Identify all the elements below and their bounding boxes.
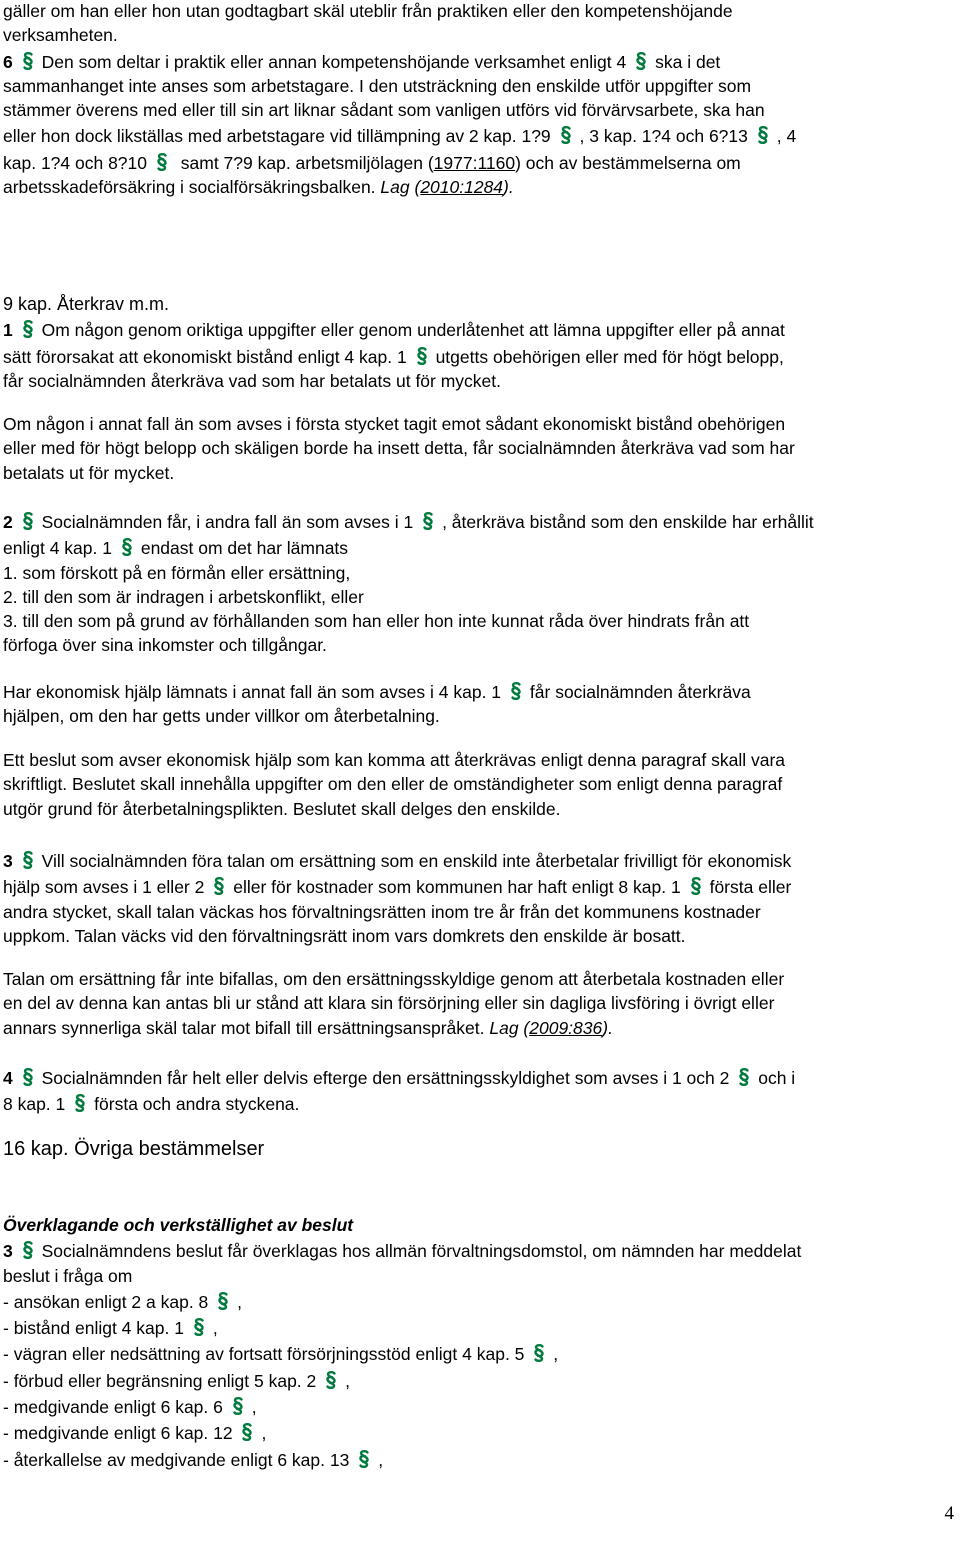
chapter-16-body <box>3 1213 955 1472</box>
paragraph-3-second <box>3 967 955 1040</box>
text: , 4 <box>776 126 797 147</box>
text: kap. 1?4 och 8?10 <box>3 152 148 173</box>
paragraph-1-second <box>3 412 955 485</box>
paragraph-2-line <box>3 508 955 534</box>
paragraph-4-line <box>3 1064 955 1090</box>
paragraph-number[interactable]: 3 <box>3 1241 13 1262</box>
text-line <box>3 873 955 899</box>
text-line: verksamheten. <box>3 25 118 46</box>
section-sign-icon <box>18 1240 42 1260</box>
list-item: - återkallelse av medgivande enligt 6 kap. 13 , <box>3 1449 384 1470</box>
text-line: hjälpen, om den har getts under villkor om återbetalning. <box>3 706 440 727</box>
text: första eller <box>709 877 792 898</box>
paragraph-4 <box>3 1064 955 1117</box>
text: sätt förorsakat att ekonomiskt bistånd enligt 4 kap. 1 <box>3 346 407 367</box>
text-line: beslut i fråga om <box>3 1265 133 1286</box>
list-item: 1. som förskott på en förmån eller ersättning, <box>3 562 351 583</box>
law-reference: Lag (2009:836). <box>489 1017 613 1038</box>
paragraph-number[interactable]: 3 <box>3 851 13 871</box>
text: - ansökan enligt 2 a kap. 8 <box>3 1291 209 1312</box>
section-sign-icon <box>18 1067 42 1087</box>
text-line <box>3 343 955 369</box>
paragraph-3-line <box>3 847 955 873</box>
text: , återkräva bistånd som den enskilde har erhållit <box>442 512 814 532</box>
section-sign-icon <box>18 511 42 531</box>
text: Har ekonomisk hjälp lämnats i annat fall än som avses i 4 kap. 1 <box>3 682 502 702</box>
text: enligt 4 kap. 1 <box>3 538 112 559</box>
text: eller hon dock likställas med arbetstagare vid tillämpning av 2 kap. 1?9 <box>3 126 551 147</box>
text: eller för kostnader som kommunen har haft enligt 8 kap. 1 <box>233 877 681 898</box>
text-line: uppkom. Talan väcks vid den förvaltningsrätt inom vars domkrets den enskilde är bosatt. <box>3 925 686 946</box>
text: - återkallelse av medgivande enligt 6 kap. 13 <box>3 1449 350 1470</box>
text: Socialnämnden får helt eller delvis efterge den ersättningsskyldighet som avses i 1 och 2 <box>41 1068 730 1088</box>
text: - förbud eller begränsning enligt 5 kap. 2 <box>3 1370 317 1391</box>
section-sign-icon <box>152 152 176 172</box>
list-item: - bistånd enligt 4 kap. 1 , <box>3 1318 218 1339</box>
section-sign-icon <box>529 1343 553 1363</box>
text: och i <box>758 1068 796 1088</box>
chapter-9 <box>3 292 955 393</box>
paragraph-3 <box>3 847 955 948</box>
text: får socialnämnden återkräva <box>529 682 751 702</box>
paragraph-number[interactable]: 2 <box>3 512 13 532</box>
section-sign-icon <box>18 850 42 870</box>
section-sign-icon <box>631 51 655 71</box>
text: samt 7?9 kap. arbetsmiljölagen ( <box>180 152 434 173</box>
section-sign-icon <box>18 319 42 339</box>
list-item: - medgivande enligt 6 kap. 6 , <box>3 1397 257 1418</box>
text-line: Talan om ersättning får inte bifallas, om den ersättningsskyldige genom att återbetala kostnaden eller <box>3 969 785 989</box>
text-line: Ett beslut som avser ekonomisk hjälp som kan komma att återkrävas enligt denna paragraf skall vara <box>3 750 786 770</box>
section-sign-icon <box>189 1317 213 1337</box>
list-item: - vägran eller nedsättning av fortsatt försörjningsstöd enligt 4 kap. 5 , <box>3 1344 559 1365</box>
section-sign-icon <box>506 681 530 701</box>
section-sign-icon <box>117 537 141 557</box>
chapter-8-end <box>3 0 955 199</box>
text: - vägran eller nedsättning av fortsatt försörjningsstöd enligt 4 kap. 5 <box>3 1344 525 1365</box>
section-sign-icon <box>734 1067 758 1087</box>
text-line: utgör grund för återbetalningsplikten. Beslutet skall delges den enskilde. <box>3 798 561 819</box>
paragraph-1-line <box>3 316 955 342</box>
section-sign-icon <box>70 1093 94 1113</box>
text: Vill socialnämnden föra talan om ersättning som en enskild inte återbetalar frivilligt för ekonomisk <box>41 851 792 871</box>
section-sign-icon <box>753 125 777 145</box>
section-sign-icon <box>556 125 580 145</box>
list-item: - medgivande enligt 6 kap. 12 , <box>3 1423 267 1444</box>
text: , 3 kap. 1?4 och 6?13 <box>579 126 748 147</box>
text: - bistånd enligt 4 kap. 1 <box>3 1318 184 1339</box>
law-link-1977-1160[interactable]: 1977:1160 <box>433 152 516 173</box>
paragraph-2-third <box>3 748 955 821</box>
law-link-2009-836[interactable]: 2009:836 <box>529 1017 603 1038</box>
text: Om någon genom oriktiga uppgifter eller genom underlåtenhet att lämna uppgifter eller på annat <box>41 320 785 341</box>
paragraph-6-line <box>3 48 955 74</box>
text: - medgivande enligt 6 kap. 6 <box>3 1397 223 1418</box>
section-sign-icon <box>228 1396 252 1416</box>
text-line <box>3 175 955 199</box>
text-line <box>3 534 955 560</box>
text-line <box>3 678 955 704</box>
text-line: betalats ut för mycket. <box>3 462 175 483</box>
text: utgetts obehörigen eller med för högt belopp, <box>435 346 784 367</box>
text: ska i det <box>655 51 721 72</box>
paragraph-number[interactable]: 6 <box>3 51 13 72</box>
text-line: eller med för högt belopp och skäligen borde ha insett detta, får socialnämnden återkräva vad som har <box>3 438 795 459</box>
text-line: förfoga över sina inkomster och tillgångar. <box>3 635 327 656</box>
paragraph-number[interactable]: 1 <box>3 320 13 341</box>
text: Den som deltar i praktik eller annan kompetenshöjande verksamhet enligt 4 <box>41 51 627 72</box>
law-link-2010-1284[interactable]: 2010:1284 <box>420 177 504 198</box>
section-sign-icon <box>354 1449 378 1469</box>
text: 8 kap. 1 <box>3 1094 66 1115</box>
chapter-heading: 9 kap. Återkrav m.m. <box>3 294 170 314</box>
section-subheading: Överklagande och verkställighet av beslut <box>3 1215 354 1235</box>
section-sign-icon <box>213 1291 237 1311</box>
section-sign-icon <box>237 1422 261 1442</box>
paragraph-2-second <box>3 678 955 729</box>
section-sign-icon <box>418 511 442 531</box>
text-line: sammanhanget inte anses som arbetstagare. I den utsträckning den enskilde utför uppgifter som <box>3 75 752 96</box>
text: endast om det har lämnats <box>140 538 349 559</box>
page-number: 4 <box>944 1503 954 1524</box>
text-line: gäller om han eller hon utan godtagbart skäl uteblir från praktiken eller den kompetenshöjande <box>3 1 733 21</box>
text-line <box>3 1090 955 1116</box>
text-line: Om någon i annat fall än som avses i första stycket tagit emot sådant ekonomiskt bistånd obehörigen <box>3 414 786 434</box>
text-line: får socialnämnden återkräva vad som har betalats ut för mycket. <box>3 370 502 391</box>
text-line: en del av denna kan antas bli ur stånd att klara sin försörjning eller sin dagliga livsföring i övrigt eller <box>3 993 775 1014</box>
list-item: 3. till den som på grund av förhållanden som han eller hon inte kunnat råda över hindrats från att <box>3 611 750 632</box>
text: Socialnämnden får, i andra fall än som avses i 1 <box>41 512 414 532</box>
text: ) och av bestämmelserna om <box>515 152 741 173</box>
text-line <box>3 149 955 175</box>
section-sign-icon <box>18 51 42 71</box>
text-line: stämmer överens med eller till sin art liknar sådant som vanligen utförs vid förvärvsarbete, ska han <box>3 100 765 121</box>
section-sign-icon <box>412 346 436 366</box>
list-item: - ansökan enligt 2 a kap. 8 , <box>3 1291 243 1312</box>
paragraph-2 <box>3 508 955 658</box>
text: hjälp som avses i 1 eller 2 <box>3 877 205 898</box>
list-item: - förbud eller begränsning enligt 5 kap. 2 , <box>3 1370 351 1391</box>
text: Socialnämndens beslut får överklagas hos allmän förvaltningsdomstol, om nämnden har meddelat <box>41 1241 802 1262</box>
list-item: 2. till den som är indragen i arbetskonflikt, eller <box>3 586 364 607</box>
paragraph-3-line <box>3 1237 955 1263</box>
law-reference: Lag (2010:1284). <box>380 177 514 198</box>
text-line <box>3 1016 955 1040</box>
chapter-16 <box>3 1137 955 1161</box>
text-line <box>3 122 955 148</box>
text: - medgivande enligt 6 kap. 12 <box>3 1423 233 1444</box>
section-sign-icon <box>209 876 233 896</box>
text: arbetsskadeförsäkring i socialförsäkringsbalken. <box>3 177 376 198</box>
text: första och andra styckena. <box>94 1094 300 1115</box>
section-sign-icon <box>686 876 710 896</box>
text-line: andra stycket, skall talan väckas hos förvaltningsrätten inom tre år från det kommunens kostnader <box>3 901 761 922</box>
text: annars synnerliga skäl talar mot bifall till ersättningsanspråket. <box>3 1017 485 1038</box>
chapter-heading: 16 kap. Övriga bestämmelser <box>3 1138 265 1160</box>
paragraph-number[interactable]: 4 <box>3 1068 13 1088</box>
section-sign-icon <box>321 1370 345 1390</box>
text-line: skriftligt. Beslutet skall innehålla uppgifter om den eller de omständigheter som enligt denna paragraf <box>3 774 783 795</box>
